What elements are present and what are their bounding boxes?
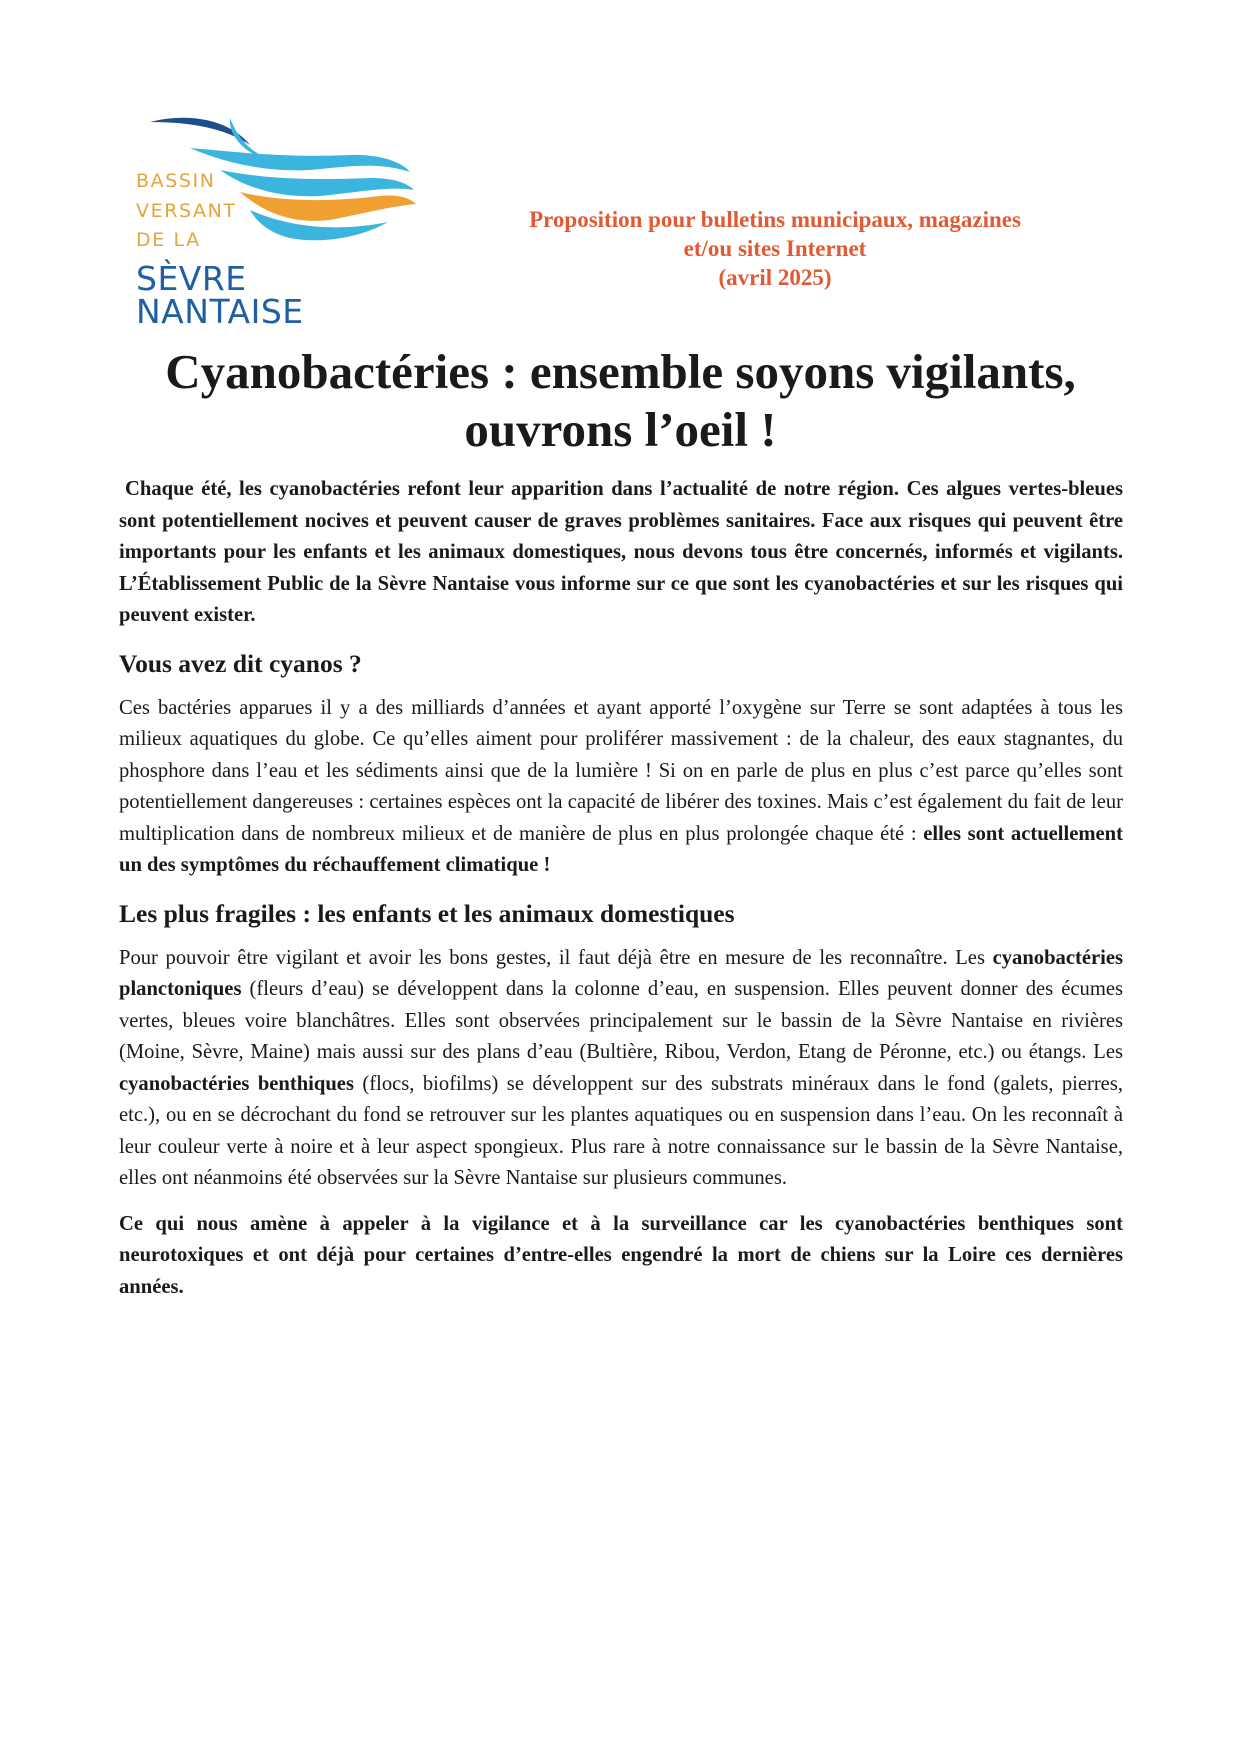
paragraph-text: Pour pouvoir être vigilant et avoir les bons gestes, il faut déjà être en mesure de les reconnaître. Les bbox=[119, 946, 993, 969]
article-body bbox=[119, 474, 1123, 1303]
proposal-line: Proposition pour bulletins municipaux, magazines bbox=[529, 207, 1021, 232]
emphasis-text: cyanobactéries planctoniques bbox=[119, 946, 1123, 1000]
logo-text-versant: VERSANT bbox=[136, 200, 237, 222]
section-paragraph-fragiles bbox=[119, 943, 1123, 1195]
proposal-header bbox=[490, 205, 1060, 292]
paragraph-text: (fleurs d’eau) se développent dans la colonne d’eau, en suspension. Elles peuvent donner des écumes vertes, bleues voire blanchâtres. Elles sont observées principalement sur le bassin de la Sèvre Nantaise en rivières (Moine, Sèvre, Maine) mais aussi sur des plans d’eau (Bultière, Ribou, Verdon, Etang de Péronne, etc.) ou étangs. Les bbox=[119, 978, 1123, 1063]
intro-paragraph: Chaque été, les cyanobactéries refont leur apparition dans l’actualité de notre région. Ces algues vertes-bleues sont potentiellement nocives et peuvent causer de graves problèmes sanitaires. Face aux risques qui peuvent être importants pour les enfants et les animaux domestiques, nous devons tous être concernés, informés et vigilants. L’Établissement Public de la Sèvre Nantaise vous informe sur ce que sont les cyanobactéries et sur les risques qui peuvent exister. bbox=[119, 478, 1123, 626]
paragraph-text: Ces bactéries apparues il y a des milliards d’années et ayant apporté l’oxygène sur Terre se sont adaptées à tous les milieux aquatiques du globe. Ce qu’elles aiment pour proliférer massivement : de la chaleur, des eaux stagnantes, du phosphore dans l’eau et les sédiments ainsi que de la lumière ! Si on en parle de plus en plus c’est parce qu’elles sont potentiellement dangereuses : certaines espèces ont la capacité de libérer des toxines. Mais c’est également du fait de leur multiplication dans de nombreux milieux et de manière de plus en plus prolongée chaque été : bbox=[119, 696, 1123, 845]
logo-text-bassin: BASSIN bbox=[136, 170, 216, 192]
emphasis-text: elles sont actuellement un des symptômes du réchauffement climatique ! bbox=[119, 822, 1123, 876]
logo bbox=[130, 110, 420, 331]
section-heading-cyanos: Vous avez dit cyanos ? bbox=[119, 648, 362, 678]
proposal-line: et/ou sites Internet bbox=[683, 236, 867, 261]
title-line: ouvrons l’oeil ! bbox=[464, 402, 777, 457]
title-line: Cyanobactéries : ensemble soyons vigilants, bbox=[165, 344, 1076, 399]
paragraph-text: (flocs, biofilms) se développent sur des substrats minéraux dans le fond (galets, pierres, etc.), ou en se décrochant du fond se retrouver sur les plantes aquatiques ou en suspension dans l’eau. On les reconnaît à leur couleur verte à noire et à leur aspect spongieux. Plus rare à notre connaissance sur le bassin de la Sèvre Nantaise, elles ont néanmoins été observées sur la Sèvre Nantaise sur plusieurs communes. bbox=[119, 1072, 1123, 1189]
section-heading-fragiles: Les plus fragiles : les enfants et les animaux domestiques bbox=[119, 898, 735, 928]
page-title bbox=[100, 343, 1141, 459]
logo-text-de-la: DE LA bbox=[136, 229, 201, 251]
emphasis-text: cyanobactéries benthiques bbox=[119, 1072, 354, 1095]
section-paragraph-cyanos bbox=[119, 693, 1123, 882]
warning-paragraph: Ce qui nous amène à appeler à la vigilance et à la surveillance car les cyanobactéries benthiques sont neurotoxiques et ont déjà pour certaines d’entre-elles engendré la mort de chiens sur la Loire ces dernières années. bbox=[119, 1212, 1123, 1298]
proposal-date: (avril 2025) bbox=[718, 265, 832, 290]
logo-text-sevre-nantaise: SÈVRE NANTAISE bbox=[136, 259, 304, 331]
